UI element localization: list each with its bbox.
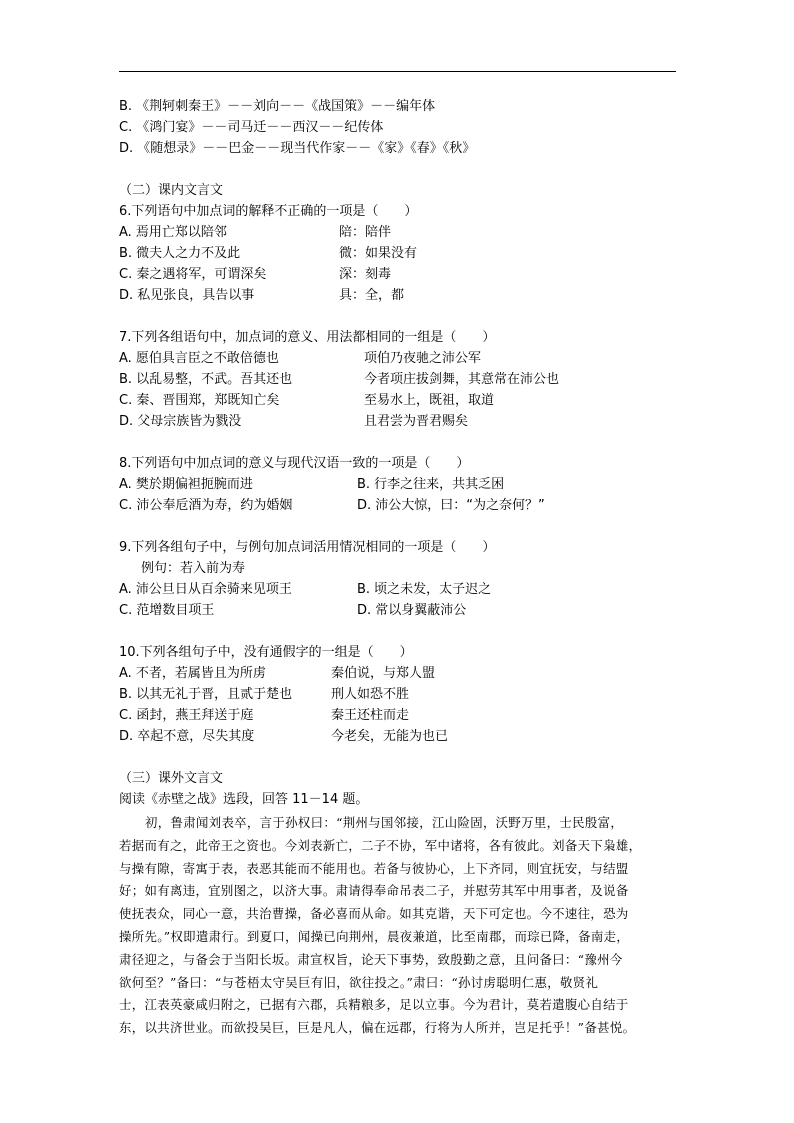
reading-intro: 阅读《赤壁之战》选段，回答 11－14 题。 xyxy=(119,792,369,807)
q6-option-b-text: B. 微夫人之力不及此 xyxy=(119,246,241,261)
q8-stem: 8.下列语句中加点词的意义与现代汉语一致的一项是（ ） xyxy=(119,456,470,471)
q7-option-c-text: C. 秦、晋围郑，郑既知亡矣 xyxy=(119,393,280,408)
reading-passage xyxy=(119,812,679,1040)
q6-option-d-gloss: 具：全，都 xyxy=(339,288,405,303)
q6-option-b-gloss: 微：如果没有 xyxy=(339,246,418,261)
passage-line: 东，以共济世业。而欲投吴巨，巨是凡人，偏在远郡，行将为人所并，岂足托乎！”备甚悦。 xyxy=(119,1020,636,1036)
q7-option-b xyxy=(119,369,679,390)
q8-option-c: C. 沛公奉卮酒为寿，约为婚姻 xyxy=(119,498,293,513)
q8-option-d: D. 沛公大惊，曰：“为之奈何？” xyxy=(357,498,545,513)
q6-option-d xyxy=(119,285,679,306)
q7-option-a-text: A. 愿伯具言臣之不敢倍德也 xyxy=(119,351,279,366)
q10-option-a-pair: 秦伯说，与郑人盟 xyxy=(331,666,436,681)
section2-title: （二）课内文言文 xyxy=(119,183,224,198)
q9-option-b: B. 顷之未发，太子迟之 xyxy=(357,582,492,597)
passage-line: 士，江表英豪咸归附之，已据有六郡，兵精粮多，足以立事。今为君计，莫若遣腹心自结于 xyxy=(119,997,629,1013)
q5-option-c: C. 《鸿门宴》－－司马迁－－西汉－－纪传体 xyxy=(119,120,384,135)
q10-option-c xyxy=(119,705,679,726)
q10-option-d xyxy=(119,726,679,747)
q6-option-c-text: C. 秦之遇将军，可谓深矣 xyxy=(119,267,267,282)
q9-option-a: A. 沛公旦日从百余骑来见项王 xyxy=(119,582,292,597)
q10-option-d-text: D. 卒起不意，尽失其度 xyxy=(119,729,255,744)
q7-option-b-pair: 今者项庄拔剑舞，其意常在沛公也 xyxy=(364,372,560,387)
q10-option-b-pair: 刑人如恐不胜 xyxy=(331,687,410,702)
q6-option-a-gloss: 陪：陪伴 xyxy=(339,225,392,240)
q9-example: 例句：若入前为寿 xyxy=(141,561,246,576)
passage-line: 肃径迎之，与备会于当阳长坂。肃宣权旨，论天下事势，致殷勤之意，且问备曰：“豫州今 xyxy=(119,951,623,967)
document-body xyxy=(119,96,679,1040)
passage-line: 初，鲁肃闻刘表卒，言于孙权曰：“荆州与国邻接，江山险固，沃野万里，士民殷富， xyxy=(145,815,624,830)
header-rule xyxy=(119,71,676,72)
q7-option-c-pair: 至易水上，既祖，取道 xyxy=(364,393,495,408)
q10-option-b-text: B. 以其无礼于晋，且贰于楚也 xyxy=(119,687,293,702)
q8-option-b: B. 行李之往来，共其乏困 xyxy=(357,477,505,492)
q5-option-b: B. 《荆轲刺秦王》－－刘向－－《战国策》－－编年体 xyxy=(119,99,436,114)
q9-option-c: C. 范增数目项王 xyxy=(119,603,215,618)
q10-option-c-pair: 秦王还柱而走 xyxy=(331,708,410,723)
q10-option-a xyxy=(119,663,679,684)
passage-line: 与操有隙，寄寓于表，表恶其能而不能用也。若备与彼协心，上下齐同，则宜抚安，与结盟 xyxy=(119,860,629,876)
q10-option-a-text: A. 不者，若属皆且为所虏 xyxy=(119,666,266,681)
q10-option-c-text: C. 函封，燕王拜送于庭 xyxy=(119,708,254,723)
q9-stem: 9.下列各组句子中，与例句加点词活用情况相同的一项是（ ） xyxy=(119,540,496,555)
q10-stem: 10.下列各组句子中，没有通假字的一组是（ ） xyxy=(119,645,413,660)
q6-option-b xyxy=(119,243,679,264)
q7-option-d xyxy=(119,411,679,432)
q7-option-c xyxy=(119,390,679,411)
q6-option-c-gloss: 深：刻毒 xyxy=(339,267,392,282)
q6-stem: 6.下列语句中加点词的解释不正确的一项是（ ） xyxy=(119,204,418,219)
q9-row-1 xyxy=(119,579,679,600)
q5-option-d: D. 《随想录》－－巴金－－现当代作家－－《家》《春》《秋》 xyxy=(119,141,476,156)
q7-option-d-pair: 且君尝为晋君赐矣 xyxy=(364,414,469,429)
q9-option-d: D. 常以身翼蔽沛公 xyxy=(357,603,467,618)
q6-option-c xyxy=(119,264,679,285)
section3-title: （三）课外文言文 xyxy=(119,771,224,786)
q10-option-b xyxy=(119,684,679,705)
q10-option-d-pair: 今老矣，无能为也已 xyxy=(331,729,449,744)
q8-option-a: A. 樊於期偏袒扼腕而进 xyxy=(119,477,253,492)
q6-option-d-text: D. 私见张良，具告以事 xyxy=(119,288,255,303)
q9-row-2 xyxy=(119,600,679,621)
q7-option-a-pair: 项伯乃夜驰之沛公军 xyxy=(364,351,482,366)
q7-option-b-text: B. 以乱易整，不武。吾其还也 xyxy=(119,372,293,387)
q8-row-2 xyxy=(119,495,679,516)
passage-line: 若据而有之，此帝王之资也。今刘表新亡，二子不协，军中诸将，各有彼此。刘备天下枭雄， xyxy=(119,837,642,853)
q7-option-a xyxy=(119,348,679,369)
passage-line: 使抚表众，同心一意，共治曹操，备必喜而从命。如其克谐，天下可定也。今不速往，恐为 xyxy=(119,906,629,922)
passage-line: 欲何至？”备曰：“与苍梧太守吴巨有旧，欲往投之。”肃曰：“孙讨虏聪明仁惠，敬贤礼 xyxy=(119,974,599,990)
q6-option-a-text: A. 焉用亡郑以陪邻 xyxy=(119,225,227,240)
q7-stem: 7.下列各组语句中，加点词的意义、用法都相同的一组是（ ） xyxy=(119,330,496,345)
q6-option-a xyxy=(119,222,679,243)
q8-row-1 xyxy=(119,474,679,495)
passage-line: 好；如有离违，宜别图之，以济大事。肃请得奉命吊表二子，并慰劳其军中用事者，及说备 xyxy=(119,883,629,899)
q7-option-d-text: D. 父母宗族皆为戮没 xyxy=(119,414,242,429)
passage-line: 操所先。”权即遣肃行。到夏口，闻操已向荆州，晨夜兼道，比至南郡，而琮已降，备南走， xyxy=(119,928,630,944)
